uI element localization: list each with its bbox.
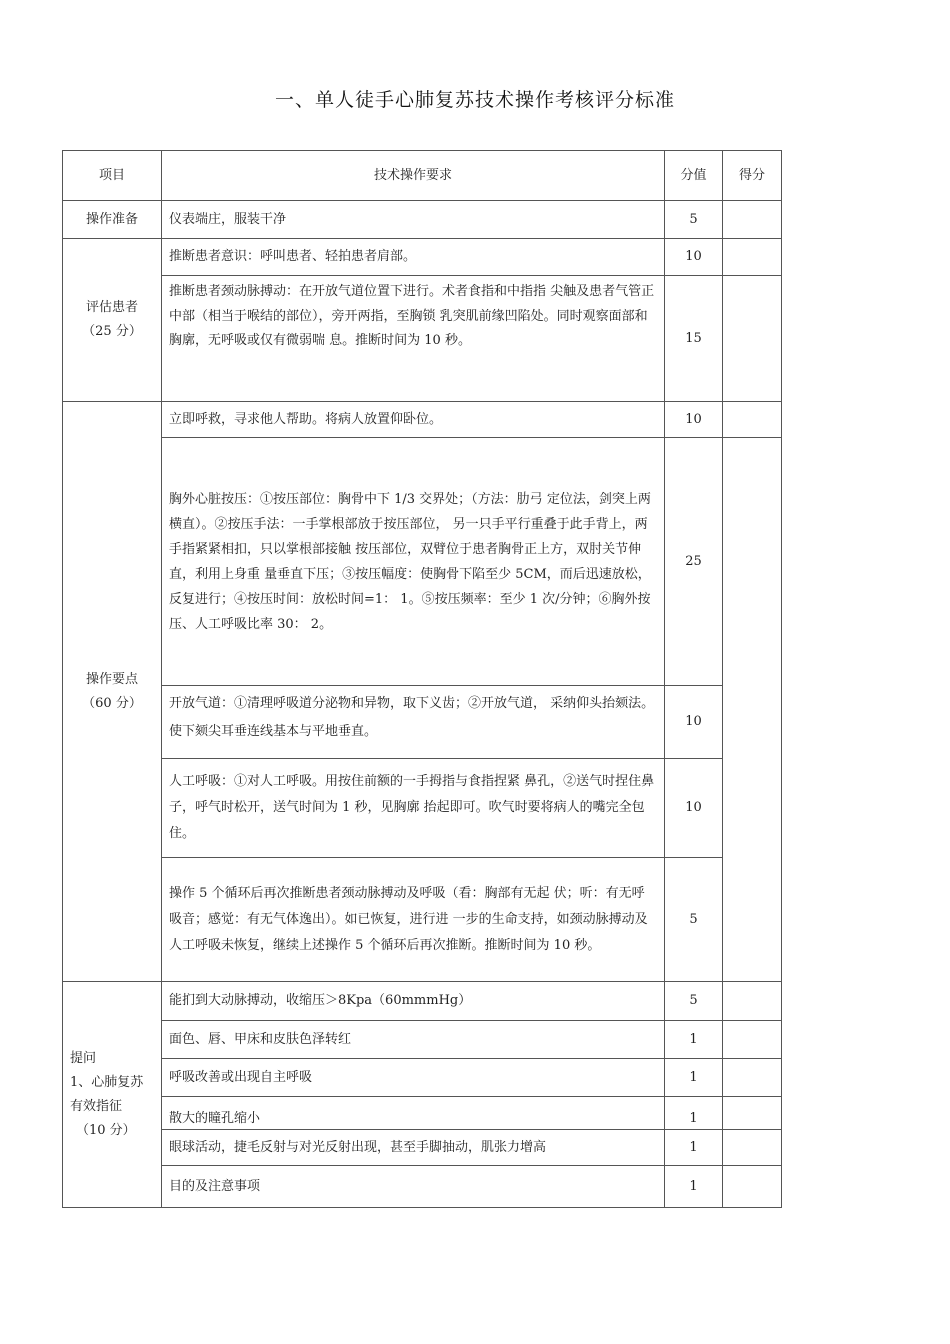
value-cell: 1 — [665, 1097, 723, 1130]
section-question-points: （10 分） — [76, 1122, 136, 1138]
requirement-cell: 眼球活动，捷毛反射与对光反射出现，甚至手脚抽动，肌张力增高 — [162, 1130, 665, 1166]
section-question-line1: 提问 — [70, 1050, 97, 1066]
scoring-table — [62, 150, 782, 1208]
table-row — [63, 858, 782, 982]
score-cell[interactable] — [723, 982, 782, 1021]
score-cell[interactable] — [723, 1166, 782, 1208]
table-row — [63, 201, 782, 239]
requirement-cell: 操作 5 个循环后再次推断患者颈动脉搏动及呼吸（看：胸部有无起 伏；听：有无呼吸音；感觉：有无气体逸出）。如已恢复，进行进 一步的生命支持，如颈动脉搏动及人工呼吸未恢复，继续上述操作 5 个循环后再次推断。推断时间为 10 秒。 — [162, 858, 665, 982]
section-question-cell — [63, 982, 162, 1208]
requirement-cell: 人工呼吸：①对人工呼吸。用按住前额的一手拇指与食指捏紧 鼻孔，②送气时捏住鼻子，呼气时松开，送气时间为 1 秒，见胸廓 抬起即可。吹气时要将病人的嘴完全包住。 — [162, 759, 665, 858]
table-row — [63, 982, 782, 1021]
value-cell: 5 — [665, 201, 723, 239]
requirement-cell: 目的及注意事项 — [162, 1166, 665, 1208]
value-cell: 1 — [665, 1059, 723, 1097]
requirement-cell: 散大的瞳孔缩小 — [162, 1097, 665, 1130]
value-cell: 10 — [665, 402, 723, 438]
section-key-points: （60 分） — [82, 695, 142, 711]
score-cell[interactable] — [723, 201, 782, 239]
value-cell: 15 — [665, 276, 723, 402]
header-score: 得分 — [723, 151, 782, 201]
table-row — [63, 686, 782, 759]
value-cell: 5 — [665, 858, 723, 982]
section-assess-points: （25 分） — [82, 324, 142, 339]
table-row — [63, 239, 782, 276]
table-row — [63, 276, 782, 402]
value-cell: 1 — [665, 1130, 723, 1166]
page-title: 一、单人徒手心肺复苏技术操作考核评分标准 — [274, 89, 675, 111]
section-prep-name: 操作准备 — [63, 201, 162, 239]
section-key-cell — [63, 402, 162, 982]
table-row — [63, 1021, 782, 1059]
requirement-cell: 推断患者颈动脉搏动：在开放气道位置下进行。术者食指和中指指 尖触及患者气管正中部（相当于喉结的部位），旁开两指，至胸锁 乳突肌前缘凹陷处。同时观察面部和胸廓，无呼吸或仅有微弱喘 息。推断时间为 10 秒。 — [162, 276, 665, 402]
table-row — [63, 438, 782, 686]
value-cell: 10 — [665, 759, 723, 858]
section-assess-cell — [63, 239, 162, 402]
score-cell[interactable] — [723, 1021, 782, 1059]
value-cell: 1 — [665, 1021, 723, 1059]
score-cell[interactable] — [723, 1059, 782, 1097]
score-cell[interactable] — [723, 239, 782, 276]
table-row — [63, 1097, 782, 1130]
header-item: 项目 — [63, 151, 162, 201]
requirement-cell: 呼吸改善或出现自主呼吸 — [162, 1059, 665, 1097]
requirement-cell: 立即呼救，寻求他人帮助。将病人放置仰卧位。 — [162, 402, 665, 438]
value-cell: 25 — [665, 438, 723, 686]
requirement-cell: 面色、唇、甲床和皮肤色泽转红 — [162, 1021, 665, 1059]
table-row — [63, 402, 782, 438]
table-row — [63, 1166, 782, 1208]
section-assess-name: 评估患者 — [85, 300, 138, 315]
table-row — [63, 1130, 782, 1166]
score-cell[interactable] — [723, 276, 782, 402]
score-cell[interactable] — [723, 402, 782, 438]
section-question-line2: 1、心肺复苏有效指征 — [70, 1074, 144, 1114]
value-cell: 10 — [665, 686, 723, 759]
value-cell: 5 — [665, 982, 723, 1021]
requirement-cell: 仪表端庄，服装干净 — [162, 201, 665, 239]
table-header-row — [63, 151, 782, 201]
score-cell[interactable] — [723, 1130, 782, 1166]
table-row — [63, 759, 782, 858]
table-row — [63, 1059, 782, 1097]
requirement-cell: 开放气道：①清理呼吸道分泌物和异物，取下义齿；②开放气道， 采纳仰头抬颏法。使下颏尖耳垂连线基本与平地垂直。 — [162, 686, 665, 759]
section-key-name: 操作要点 — [85, 671, 138, 687]
value-cell: 10 — [665, 239, 723, 276]
requirement-cell: 胸外心脏按压：①按压部位：胸骨中下 1/3 交界处；（方法：肋弓 定位法，剑突上两横直）。②按压手法：一手掌根部放于按压部位， 另一只手平行重叠于此手背上，两手指紧紧相扣，只以掌根部接触 按压部位，双臂位于患者胸骨正上方，双肘关节伸直，利用上身重 量垂直下压；③按压幅度：使胸骨下陷至少 5CM，而后迅速放松， 反复进行；④按压时间：放松时间=1： 1。⑤按压频率：至少 1 次/分钟；⑥胸外按压、人工呼吸比率 30： 2。 — [162, 438, 665, 686]
header-requirement: 技术操作要求 — [162, 151, 665, 201]
header-value: 分值 — [665, 151, 723, 201]
requirement-cell: 推断患者意识：呼叫患者、轻拍患者肩部。 — [162, 239, 665, 276]
score-cell[interactable] — [723, 1097, 782, 1130]
requirement-cell: 能扪到大动脉搏动，收缩压＞8Kpa（60mmmHg） — [162, 982, 665, 1021]
score-cell-merged[interactable] — [723, 438, 782, 982]
value-cell: 1 — [665, 1166, 723, 1208]
